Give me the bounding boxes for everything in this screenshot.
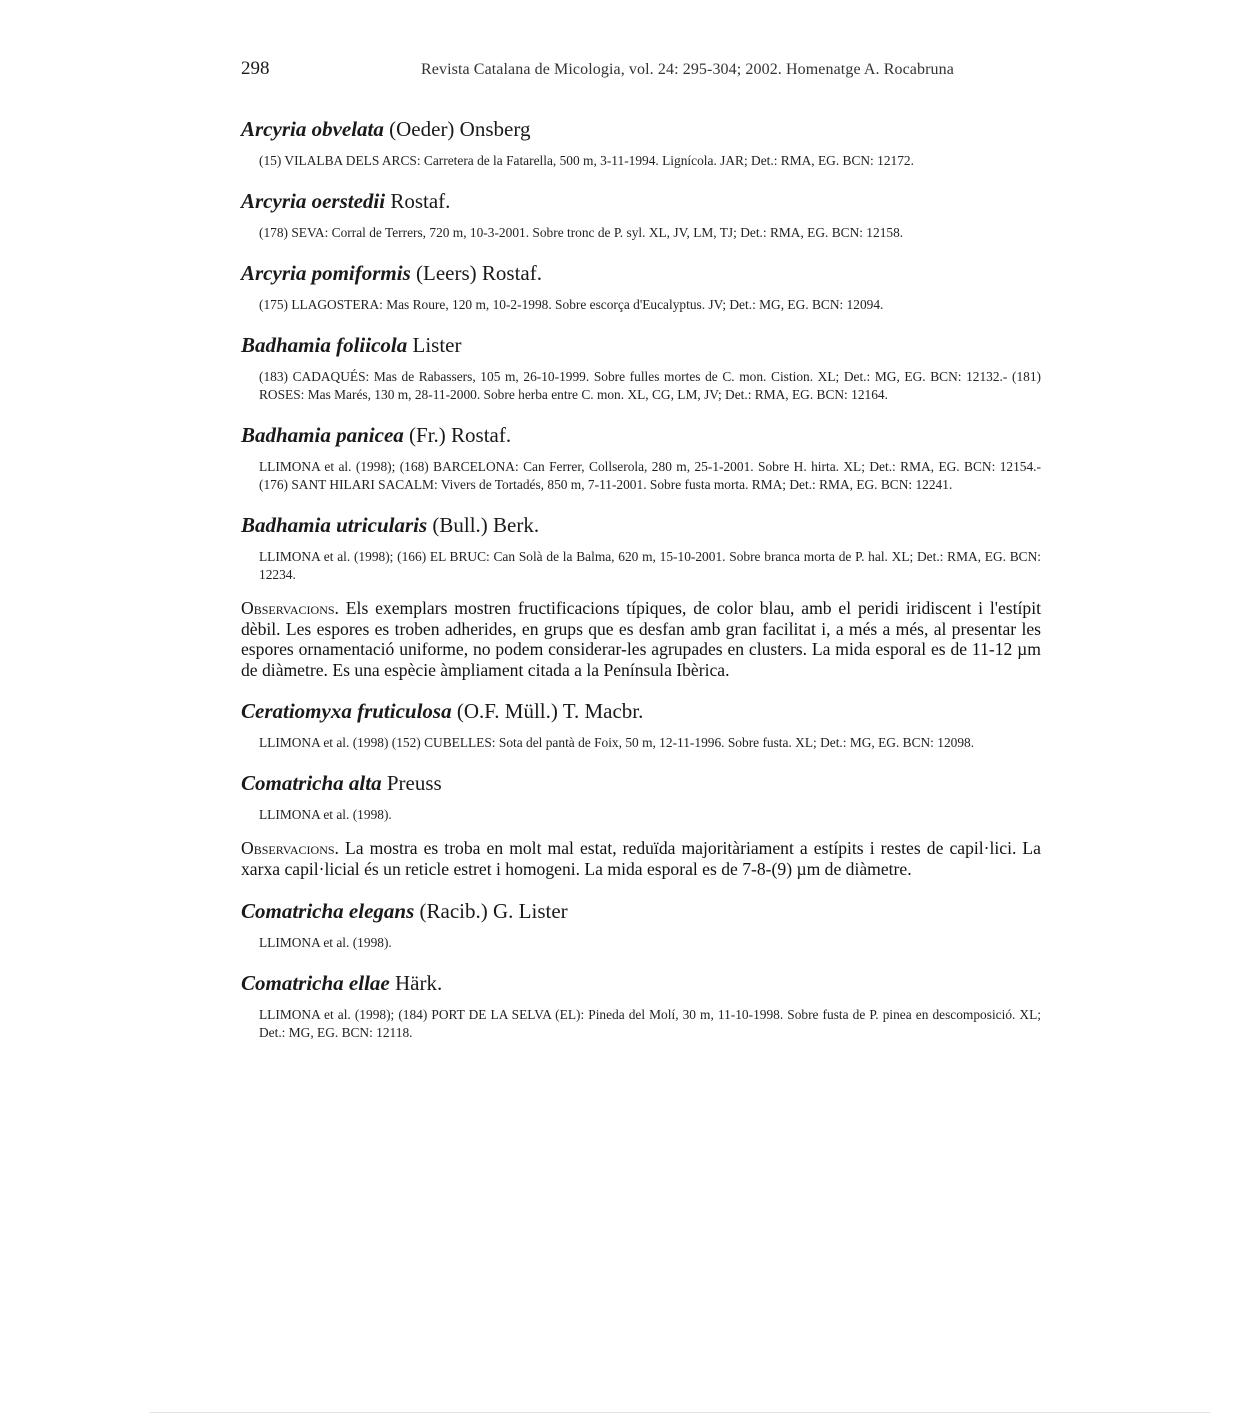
species-author: (Bull.) Berk. [427,513,540,537]
species-entry-badhamia-panicea [241,422,1041,494]
species-author: (O.F. Müll.) T. Macbr. [451,699,644,724]
species-name: Ceratiomyxa fruticulosa [241,699,452,724]
observations-label: Observacions. [241,598,339,618]
species-name: Comatricha alta [241,771,382,796]
specimen-records: LLIMONA et al. (1998); (168) BARCELONA: Can Ferrer, Collserola, 280 m, 25-1-2001. Sobre H. hirta. XL; Det.: RMA, EG. BCN: 12154.- (176) SANT HILARI SACALM: Vivers de Tortadés, 850 m, 7-11-2001. Sobre fusta morta. RMA; Det.: RMA, EG. BCN: 12241. [259,459,1041,492]
observations-paragraph [241,838,1041,879]
species-heading [241,898,1041,924]
species-entry-arcyria-oerstedii [241,188,1041,242]
species-name: Badhamia panicea [241,423,404,447]
journal-citation: Revista Catalana de Micologia, vol. 24: 295-304; 2002. Homenatge A. Rocabruna [421,61,954,78]
species-entry-arcyria-pomiformis [241,260,1041,314]
specimen-records: LLIMONA et al. (1998). [259,934,392,950]
specimen-records: (178) SEVA: Corral de Terrers, 720 m, 10-3-2001. Sobre tronc de P. syl. XL, JV, LM, TJ; Det.: RMA, EG. BCN: 12158. [259,225,904,240]
species-name: Arcyria oerstedii [241,189,386,213]
species-author: Lister [407,333,462,357]
species-name: Comatricha ellae [241,970,390,995]
species-heading [241,698,1041,724]
species-heading [241,422,1041,448]
species-entry-comatricha-elegans [241,898,1041,952]
species-author: (Fr.) Rostaf. [403,423,512,447]
species-entry-ceratiomyxa-fruticulosa [241,698,1041,752]
species-entry-comatricha-ellae [241,970,1041,1042]
specimen-records: LLIMONA et al. (1998); (166) EL BRUC: Can Solà de la Balma, 620 m, 15-10-2001. Sobre branca morta de P. hal. XL; Det.: RMA, EG. BCN: 12234. [259,549,1041,582]
running-head [241,58,1041,88]
species-author: Preuss [381,771,442,796]
specimen-records: LLIMONA et al. (1998) (152) CUBELLES: Sota del pantà de Foix, 50 m, 12-11-1996. Sobre fusta. XL; Det.: MG, EG. BCN: 12098. [259,735,975,751]
species-author: Rostaf. [385,189,451,213]
species-name: Badhamia utricularis [241,513,428,537]
species-author: (Racib.) G. Lister [414,898,568,923]
species-entry-comatricha-alta [241,770,1041,879]
species-heading [241,970,1041,996]
page-number: 298 [241,58,270,79]
specimen-records: (183) CADAQUÉS: Mas de Rabassers, 105 m, 26-10-1999. Sobre fulles mortes de C. mon. Cistion. XL; Det.: MG, EG. BCN: 12132.- (181) ROSES: Mas Marés, 130 m, 28-11-2000. Sobre herba entre C. mon. XL, CG, LM, JV; Det.: RMA, EG. BCN: 12164. [259,369,1041,402]
specimen-records: LLIMONA et al. (1998); (184) PORT DE LA SELVA (EL): Pineda del Molí, 30 m, 11-10-1998. Sobre fusta de P. pinea en descomposició. XL; Det.: MG, EG. BCN: 12118. [259,1006,1041,1040]
species-name: Comatricha elegans [241,898,415,923]
species-heading [241,332,1041,358]
species-author: (Oeder) Onsberg [383,117,531,141]
species-name: Arcyria pomiformis [241,261,411,285]
species-entry-arcyria-obvelata [241,116,1041,170]
specimen-records: (15) VILALBA DELS ARCS: Carretera de la Fatarella, 500 m, 3-11-1994. Lignícola. JAR; Det.: RMA, EG. BCN: 12172. [259,153,914,168]
species-name: Badhamia foliicola [241,333,408,357]
observations-paragraph [241,598,1041,680]
species-author: (Leers) Rostaf. [410,261,542,285]
species-author: Härk. [389,970,443,995]
observations-text: Els exemplars mostren fructificacions típiques, de color blau, amb el peridi iridiscent i l'estípit dèbil. Les espores es troben adherides, en grups que es desfan amb gran facilitat i, a més a més, al presentar les espores ornamentació uniforme, no podem considerar-les agrupades en clusters. La mida esporal es de 11-12 µm de diàmetre. Es una espècie àmpliament citada a la Península Ibèrica. [241,598,1041,680]
species-heading [241,188,1041,214]
species-entry-badhamia-foliicola [241,332,1041,404]
paper-page [241,58,1041,1060]
specimen-records: LLIMONA et al. (1998). [259,807,392,823]
species-heading [241,116,1041,142]
species-heading [241,770,1041,796]
observations-text: La mostra es troba en molt mal estat, reduïda majoritàriament a estípits i restes de capil·lici. La xarxa capil·licial és un reticle estret i homogeni. La mida esporal es de 7-8-(9) µm de diàmetre. [241,838,1041,879]
page-bottom-edge [150,1412,1210,1413]
specimen-records: (175) LLAGOSTERA: Mas Roure, 120 m, 10-2-1998. Sobre escorça d'Eucalyptus. JV; Det.: MG, EG. BCN: 12094. [259,297,884,312]
observations-label: Observacions. [241,838,339,859]
species-entry-badhamia-utricularis [241,512,1041,680]
species-name: Arcyria obvelata [241,117,384,141]
species-heading [241,260,1041,286]
species-heading [241,512,1041,538]
